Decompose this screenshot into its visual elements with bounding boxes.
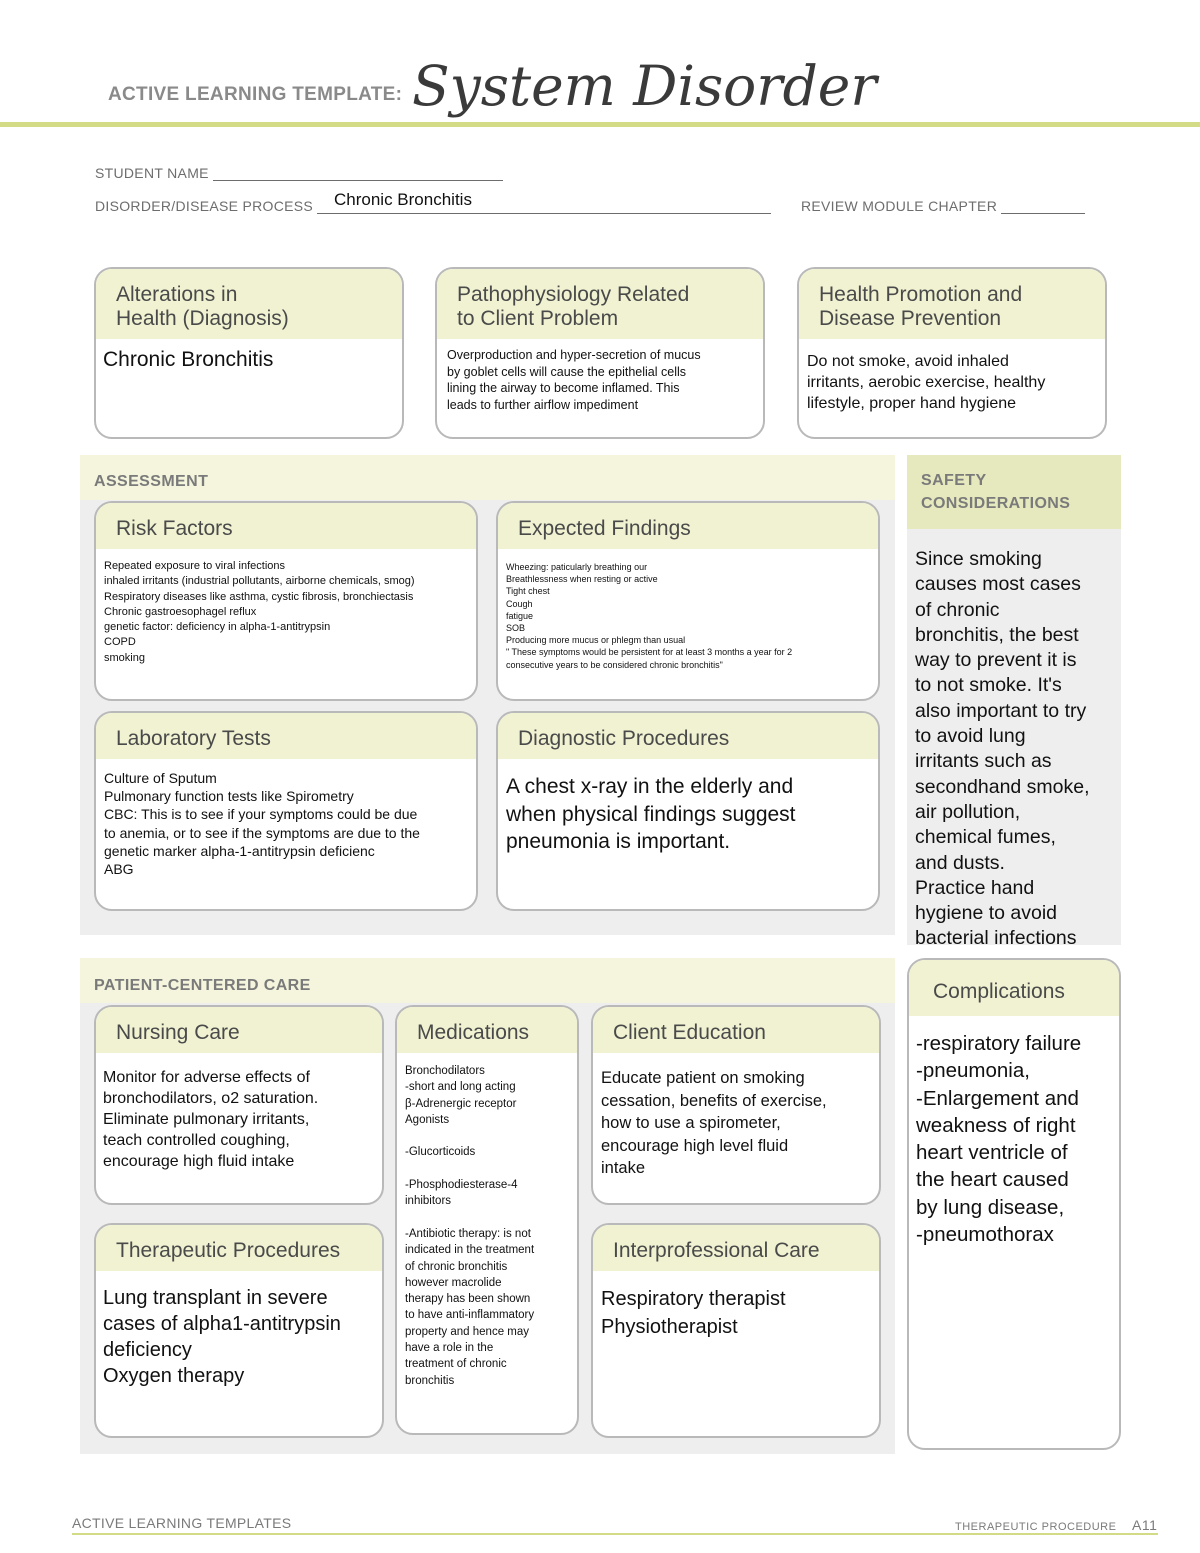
client-education-box <box>591 1005 881 1205</box>
client-education-title: Client Education <box>593 1007 879 1053</box>
pathophysiology-body: Overproduction and hyper-secretion of mucus by goblet cells will cause the epithelial cells lining the airway to become inflamed. This leads to further airflow impediment <box>447 348 701 412</box>
lab-tests-body: Culture of Sputum Pulmonary function tests like Spirometry CBC: This is to see if your symptoms could be due to anemia, or to see if the symptoms are due to the genetic marker alpha-1-antitrypsin deficienc ABG <box>104 770 420 878</box>
patient-care-heading: PATIENT-CENTERED CARE <box>94 977 311 994</box>
diagnostic-body: A chest x-ray in the elderly and when physical findings suggest pneumonia is important. <box>506 775 796 853</box>
therapeutic-body: Lung transplant in severe cases of alpha1-antitrypsin deficiency Oxygen therapy <box>103 1287 341 1387</box>
complications-box <box>907 958 1121 1450</box>
header-rule <box>0 122 1200 127</box>
interprofessional-body: Respiratory therapist Physiotherapist <box>601 1288 786 1338</box>
health-promotion-body: Do not smoke, avoid inhaled irritants, aerobic exercise, healthy lifestyle, proper hand hygiene <box>807 353 1046 412</box>
pathophysiology-title: Pathophysiology Related to Client Problem <box>437 269 763 339</box>
complications-body: -respiratory failure -pneumonia, -Enlargement and weakness of right heart ventricle of the heart caused by lung disease, -pneumothorax <box>916 1032 1082 1247</box>
safety-body: Since smoking causes most cases of chronic bronchitis, the best way to prevent it is to not smoke. It's also important to try to avoid lung irritants such as secondhand smoke, air pollution, chemical fumes, and dusts. Practice hand hygiene to avoid bacterial infections <box>915 548 1090 950</box>
footer-rule <box>72 1533 1158 1535</box>
footer-left: ACTIVE LEARNING TEMPLATES <box>72 1515 292 1531</box>
medications-body: Bronchodilators -short and long acting β-Adrenergic receptor Agonists -Glucorticoids -Phosphodiesterase-4 inhibitors -Antibiotic therapy: is not indicated in the treatment of chronic bronchitis however macrolide therapy has been shown to have anti-inflammatory property and hence may have a role in the treatment of chronic bronchitis <box>405 1065 535 1387</box>
safety-heading: SAFETY CONSIDERATIONS <box>907 455 1121 529</box>
health-promotion-box <box>797 267 1107 439</box>
review-module-label: REVIEW MODULE CHAPTER <box>801 198 998 214</box>
lab-tests-title: Laboratory Tests <box>96 713 476 759</box>
risk-factors-box <box>94 501 478 701</box>
medications-title: Medications <box>397 1007 577 1053</box>
client-education-body: Educate patient on smoking cessation, benefits of exercise, how to use a spirometer, encourage high level fluid intake <box>601 1069 827 1177</box>
complications-title: Complications <box>909 960 1119 1016</box>
health-promotion-title: Health Promotion and Disease Prevention <box>799 269 1105 339</box>
footer-page-number: A11 <box>1132 1517 1158 1533</box>
pathophysiology-box <box>435 267 765 439</box>
diagnostic-box <box>496 711 880 911</box>
disorder-value: Chronic Bronchitis <box>334 190 472 209</box>
assessment-heading: ASSESSMENT <box>94 473 209 490</box>
therapeutic-title: Therapeutic Procedures <box>96 1225 382 1271</box>
disorder-label: DISORDER/DISEASE PROCESS <box>95 198 314 214</box>
footer-right <box>955 1517 1157 1533</box>
risk-factors-body: Repeated exposure to viral infections inhaled irritants (industrial pollutants, airborne chemicals, smog) Respiratory diseases like asthma, cystic fibrosis, bronchiectasis Chronic gastroesophagel reflux genetic factor: deficiency in alpha-1-antitrypsin COPD smoking <box>104 560 415 664</box>
footer-section: THERAPEUTIC PROCEDURE <box>955 1521 1117 1533</box>
expected-findings-body: Wheezing: paticularly breathing our Breathlessness when resting or active Tight chest Cough fatigue SOB Producing more mucus or phlegm than usual " These symptoms would be persistent for at least 3 months a year for 2 consecutive years to be considered chronic bronchitis" <box>506 562 793 670</box>
expected-findings-title: Expected Findings <box>498 503 878 549</box>
expected-findings-box <box>496 501 880 701</box>
interprofessional-title: Interprofessional Care <box>593 1225 879 1271</box>
alterations-body: Chronic Bronchitis <box>103 348 274 371</box>
safety-panel <box>907 455 1121 950</box>
lab-tests-box <box>94 711 478 911</box>
student-name-label: STUDENT NAME <box>95 165 209 181</box>
alterations-title: Alterations in Health (Diagnosis) <box>96 269 402 339</box>
nursing-care-body: Monitor for adverse effects of bronchodilators, o2 saturation. Eliminate pulmonary irritants, teach controlled coughing, encourage high fluid intake <box>103 1069 319 1170</box>
nursing-care-box <box>94 1005 384 1205</box>
risk-factors-title: Risk Factors <box>96 503 476 549</box>
diagnostic-title: Diagnostic Procedures <box>498 713 878 759</box>
student-name-blank[interactable] <box>213 166 503 181</box>
template-label: ACTIVE LEARNING TEMPLATE: <box>108 84 403 105</box>
review-module-field <box>801 198 1085 214</box>
review-module-blank[interactable] <box>1001 199 1085 214</box>
nursing-care-title: Nursing Care <box>96 1007 382 1053</box>
therapeutic-box <box>94 1223 384 1438</box>
medications-box <box>395 1005 579 1435</box>
alterations-box <box>94 267 404 439</box>
interprofessional-box <box>591 1223 881 1438</box>
template-title: System Disorder <box>412 54 877 118</box>
student-name-field <box>95 165 503 181</box>
